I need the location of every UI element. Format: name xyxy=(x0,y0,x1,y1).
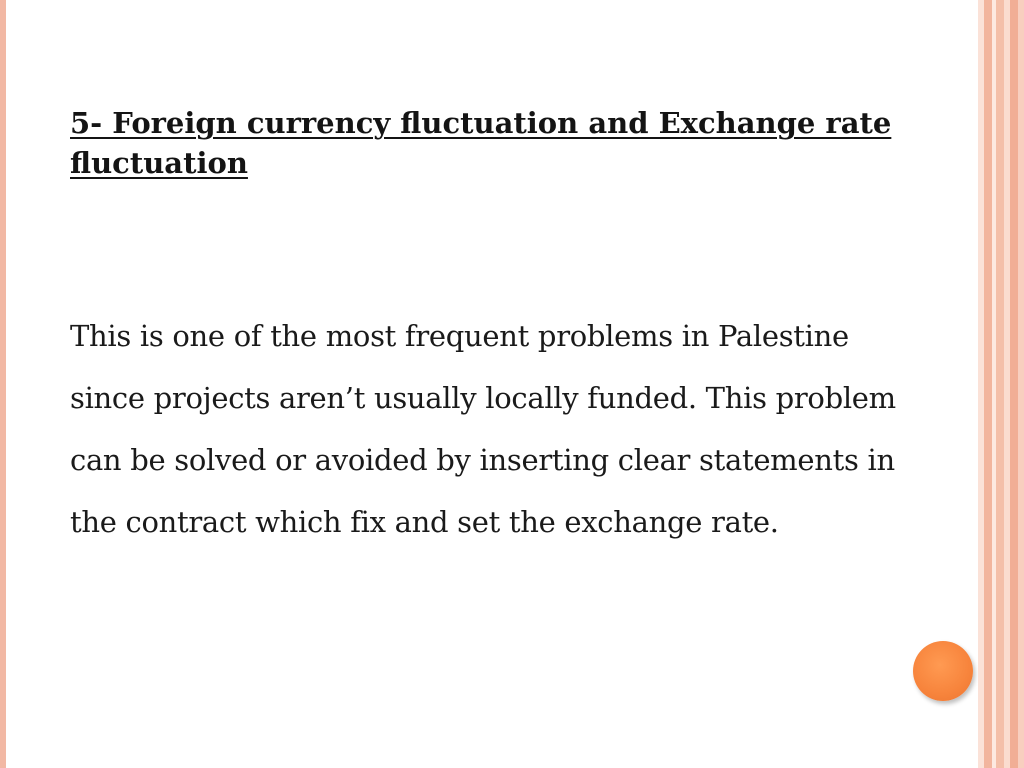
border-stripe xyxy=(1010,0,1018,768)
left-border-stripe xyxy=(0,0,6,768)
border-stripe xyxy=(996,0,1004,768)
slide-body-text: This is one of the most frequent problems in Palestine since projects aren’t usually locally funded. This problem can be solved or avoided by inserting clear statements in the contract which fix and set the exchange rate. xyxy=(70,319,896,539)
border-stripe xyxy=(1018,0,1024,768)
slide-title: 5- Foreign currency fluctuation and Exchange rate fluctuation xyxy=(70,106,892,180)
border-stripe xyxy=(984,0,992,768)
right-border-stripes xyxy=(978,0,1024,768)
orange-circle-decoration xyxy=(913,641,973,701)
